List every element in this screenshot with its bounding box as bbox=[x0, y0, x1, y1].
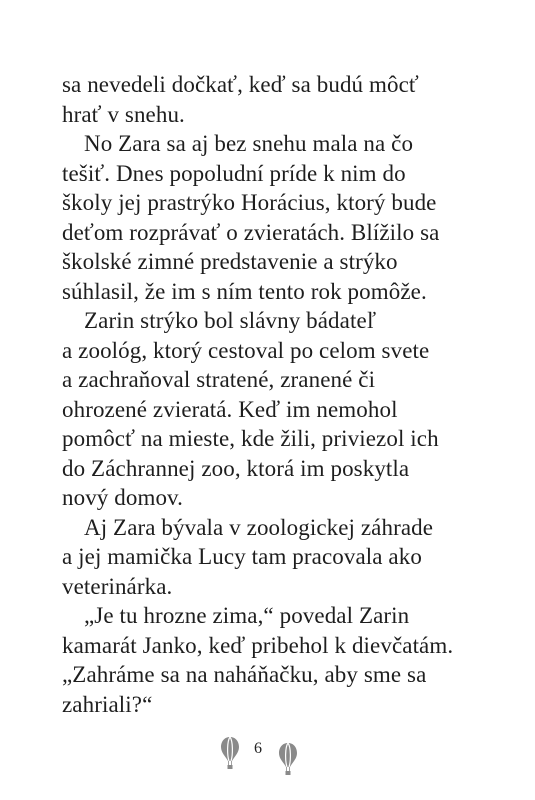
text-line: ohrozené zvieratá. Keď im nemohol bbox=[62, 396, 398, 422]
page-footer bbox=[0, 728, 535, 788]
text-line: kamarát Janko, keď pribehol k dievčatám. bbox=[62, 632, 454, 658]
text-line: hrať v snehu. bbox=[62, 101, 185, 127]
text-line: súhlasil, že im s ním tento rok pomôže. bbox=[62, 278, 427, 304]
text-line: a zoológ, ktorý cestoval po celom svete bbox=[62, 337, 430, 363]
text-line: a jej mamička Lucy tam pracovala ako bbox=[62, 544, 422, 569]
text-line: školy jej prastrýko Horácius, ktorý bude bbox=[62, 190, 437, 215]
text-line: tešiť. Dnes popoludní príde k nim do bbox=[62, 160, 406, 186]
text-line: „Zahráme sa na naháňačku, aby sme sa bbox=[62, 662, 427, 687]
hot-air-balloon-icon bbox=[220, 736, 240, 772]
hot-air-balloon-icon bbox=[278, 742, 298, 778]
text-line: veterinárka. bbox=[62, 573, 173, 599]
text-line: nový domov. bbox=[62, 485, 183, 510]
text-line: zahriali?“ bbox=[62, 691, 153, 717]
text-line: a zachraňoval stratené, zranené či bbox=[62, 367, 376, 392]
text-line: Zarin strýko bol slávny bádateľ bbox=[84, 308, 377, 333]
text-line: No Zara sa aj bez snehu mala na čo bbox=[84, 131, 414, 156]
text-line: pomôcť na mieste, kde žili, priviezol ich bbox=[62, 426, 439, 451]
text-line: deťom rozprávať o zvieratách. Blížilo sa bbox=[62, 219, 440, 245]
page-number: 6 bbox=[254, 740, 262, 757]
text-line: sa nevedeli dočkať, keď sa budú môcť bbox=[62, 72, 419, 97]
text-line: „Je tu hrozne zima,“ povedal Zarin bbox=[84, 603, 410, 628]
text-line: do Záchrannej zoo, ktorá im poskytla bbox=[62, 455, 410, 481]
body-text bbox=[62, 70, 482, 719]
text-line: Aj Zara bývala v zoologickej záhrade bbox=[84, 514, 434, 540]
text-line: školské zimné predstavenie a strýko bbox=[62, 249, 398, 274]
